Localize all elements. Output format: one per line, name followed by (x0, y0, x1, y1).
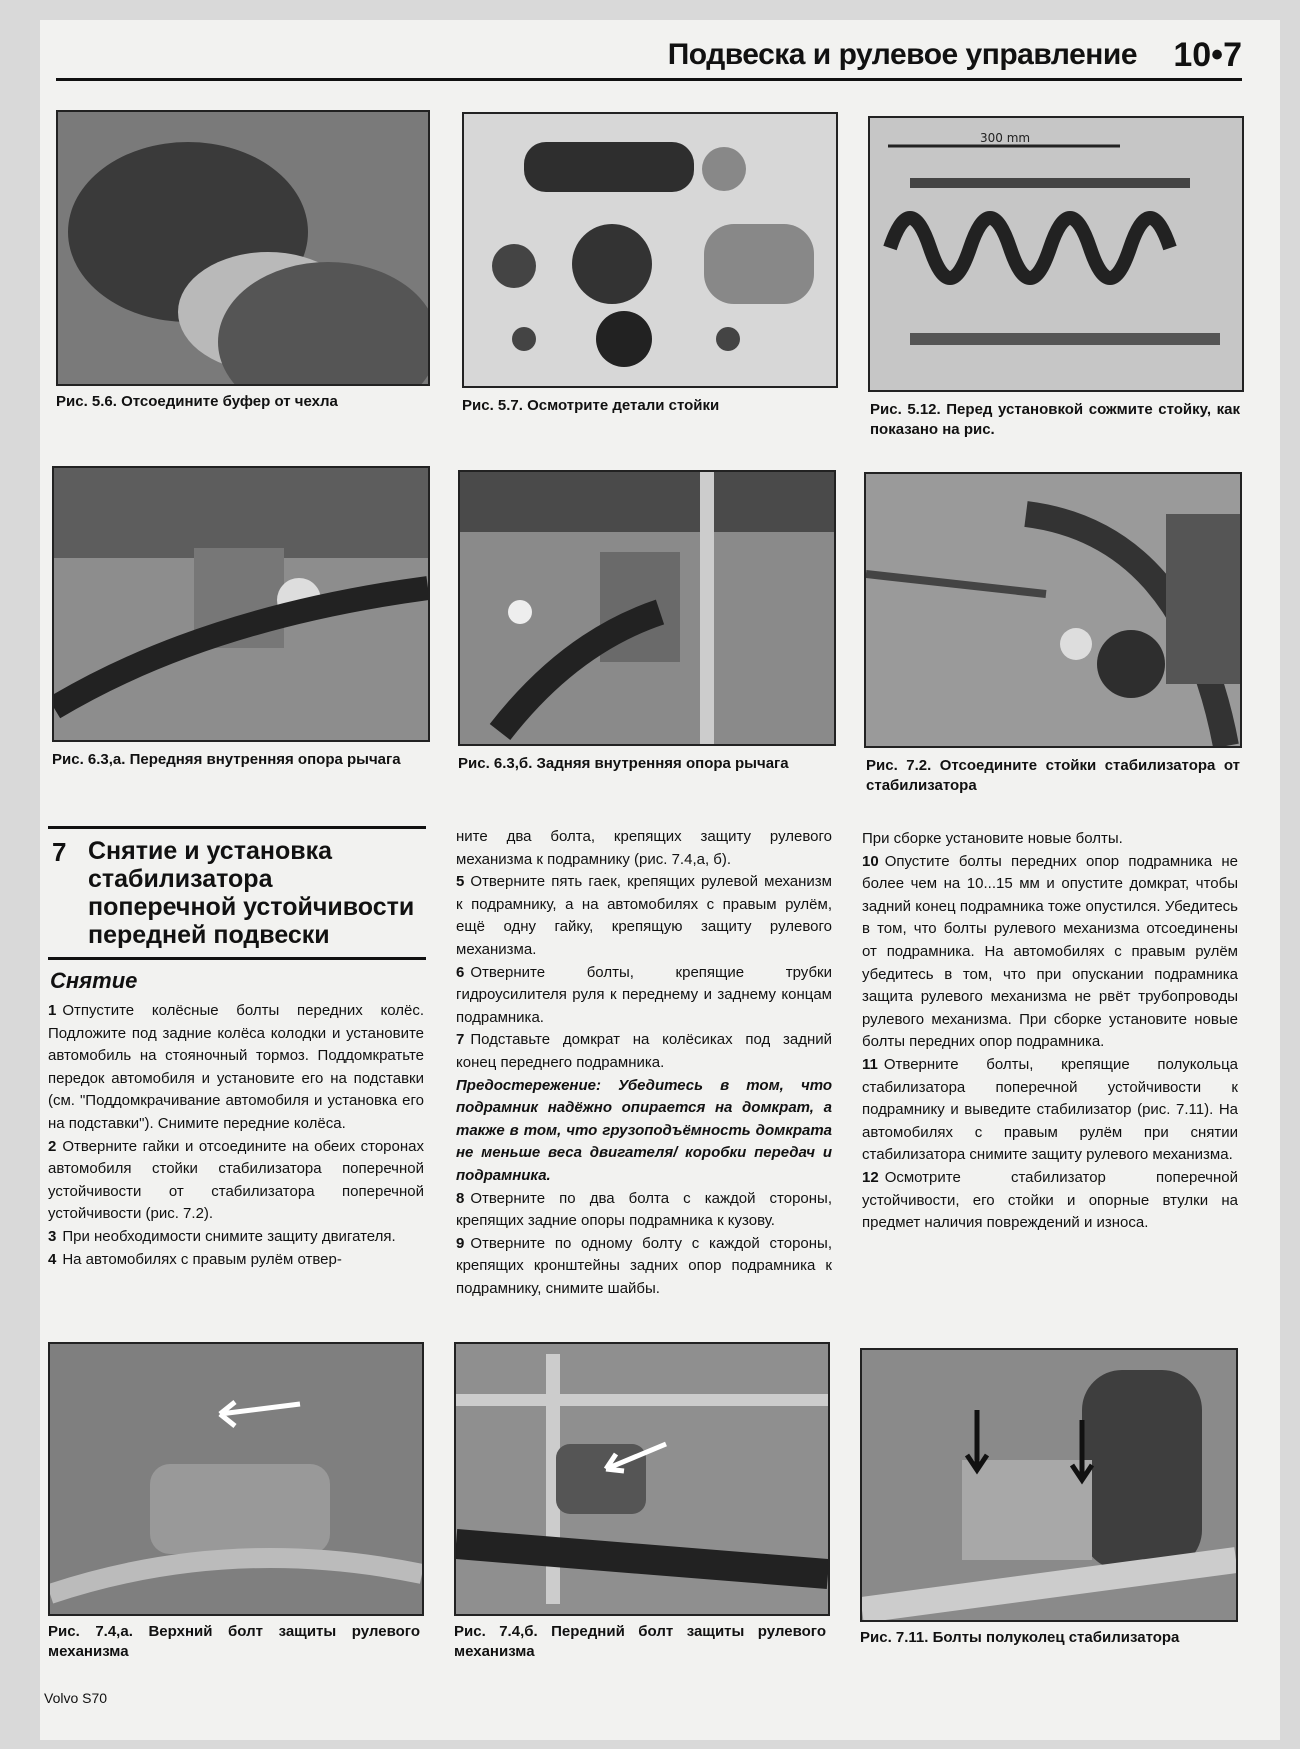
photo-7-4a (48, 1342, 424, 1616)
section-heading (48, 826, 426, 960)
photo-5-12 (868, 116, 1244, 392)
paragraph-4: 4 На автомобилях с правым рулём отвер- (48, 1250, 342, 1268)
photo-6-3b (458, 470, 836, 746)
section-number: 7 (52, 837, 67, 867)
paragraph-12: 12 Осмотрите стабилизатор поперечной устойчивости, его стойки и опорные втулки на предмет наличия повреждений и износа. (862, 1168, 1238, 1232)
caption-7-4b: Рис. 7.4,б. Передний болт защиты рулевого механизма (454, 1623, 826, 1660)
paragraph-11: 11 Отверните болты, крепящие полукольца стабилизатора поперечной устойчивости к подрамнику и выведите стабилизатор (рис. 7.11). На автомобилях с правым рулём при снятии стабилизатора снимите защиту рулевого механизма. (862, 1055, 1238, 1164)
text-column-2 (456, 826, 832, 1300)
text-column-1 (48, 1000, 424, 1271)
paragraph-4-cont: ните два болта, крепящих защиту рулевого механизма к подрамнику (рис. 7.4,а, б). (456, 828, 832, 868)
paragraph-1: 1 Отпустите колёсные болты передних колёс. Подложите под задние колёса колодки и установите автомобиль на стояночный тормоз. Поддомкратьте передок автомобиля и установите его на подставки (см. "Поддомкрачивание автомобиля и установка его на подставки"). Снимите передние колёса. (48, 1002, 424, 1132)
photo-7-11 (860, 1348, 1238, 1622)
photo-6-3a (52, 466, 430, 742)
section-title: Снятие и установка стабилизатора поперечной устойчивости передней подвески (88, 837, 415, 949)
warning-text: Предостережение: Убедитесь в том, что подрамник надёжно опирается на домкрат, а также в том, что грузоподъёмность домкрата не меньше веса двигателя/ коробки передач и подрамника. (456, 1076, 832, 1184)
caption-5-7: Рис. 5.7. Осмотрите детали стойки (462, 397, 720, 414)
caption-7-2: Рис. 7.2. Отсоедините стойки стабилизатора от стабилизатора (866, 757, 1240, 794)
paragraph-6: 6 Отверните болты, крепящие трубки гидроусилителя руля к переднему и заднему концам подрамника. (456, 963, 832, 1026)
caption-5-6: Рис. 5.6. Отсоедините буфер от чехла (56, 393, 338, 410)
paragraph-3: 3 При необходимости снимите защиту двигателя. (48, 1227, 396, 1245)
paragraph-2: 2 Отверните гайки и отсоедините на обеих сторонах автомобиля стойки стабилизатора поперечной устойчивости от стабилизатора поперечной устойчивости (рис. 7.2). (48, 1137, 424, 1223)
paragraph-10: 10 Опустите болты передних опор подрамника не более чем на 10...15 мм и опустите домкрат, чтобы задний конец подрамника тоже опустился. Убедитесь в том, что болты рулевого механизма отсоединены от подрамника. На автомобилях с правым рулём убедитесь в том, что при опускании подрамника защита рулевого механизма не рвёт трубопроводы рулевого механизма. При сборке установите новые болты передних опор подрамника. (862, 852, 1238, 1051)
caption-5-12: Рис. 5.12. Перед установкой сожмите стойку, как показано на рис. (870, 401, 1240, 438)
paragraph-9: 9 Отверните по одному болту с каждой стороны, крепящих кронштейны задних опор подрамника к подрамнику, снимите шайбы. (456, 1234, 832, 1297)
paragraph-5: 5 Отверните пять гаек, крепящих рулевой механизм к подрамнику, а на автомобилях с правым рулём, ещё одну гайку, крепящую защиту рулевого механизма. (456, 873, 832, 958)
paragraph-7: 7 Подставьте домкрат на колёсиках под задний конец переднего подрамника. (456, 1031, 832, 1071)
paragraph-8: 8 Отверните по два болта с каждой стороны, крепящих задние опоры подрамника к кузову. (456, 1189, 832, 1230)
dimension-label: 300 mm (980, 131, 1031, 145)
paragraph-9-cont: При сборке установите новые болты. (862, 830, 1123, 847)
page-number: 10•7 (1173, 36, 1242, 74)
caption-6-3a: Рис. 6.3,а. Передняя внутренняя опора рычага (52, 751, 401, 768)
caption-7-11: Рис. 7.11. Болты полуколец стабилизатора (860, 1629, 1180, 1646)
running-header (56, 36, 1242, 81)
header-title: Подвеска и рулевое управление (667, 38, 1137, 71)
photo-5-6 (56, 110, 430, 386)
photo-5-7 (462, 112, 838, 388)
photo-7-4b (454, 1342, 830, 1616)
photo-7-2 (864, 472, 1242, 748)
caption-7-4a: Рис. 7.4,а. Верхний болт защиты рулевого механизма (48, 1623, 420, 1660)
caption-6-3b: Рис. 6.3,б. Задняя внутренняя опора рычага (458, 755, 789, 772)
footer-book-title: Volvo S70 (44, 1690, 108, 1706)
text-column-3 (862, 828, 1238, 1235)
subsection-title: Снятие (50, 968, 138, 993)
